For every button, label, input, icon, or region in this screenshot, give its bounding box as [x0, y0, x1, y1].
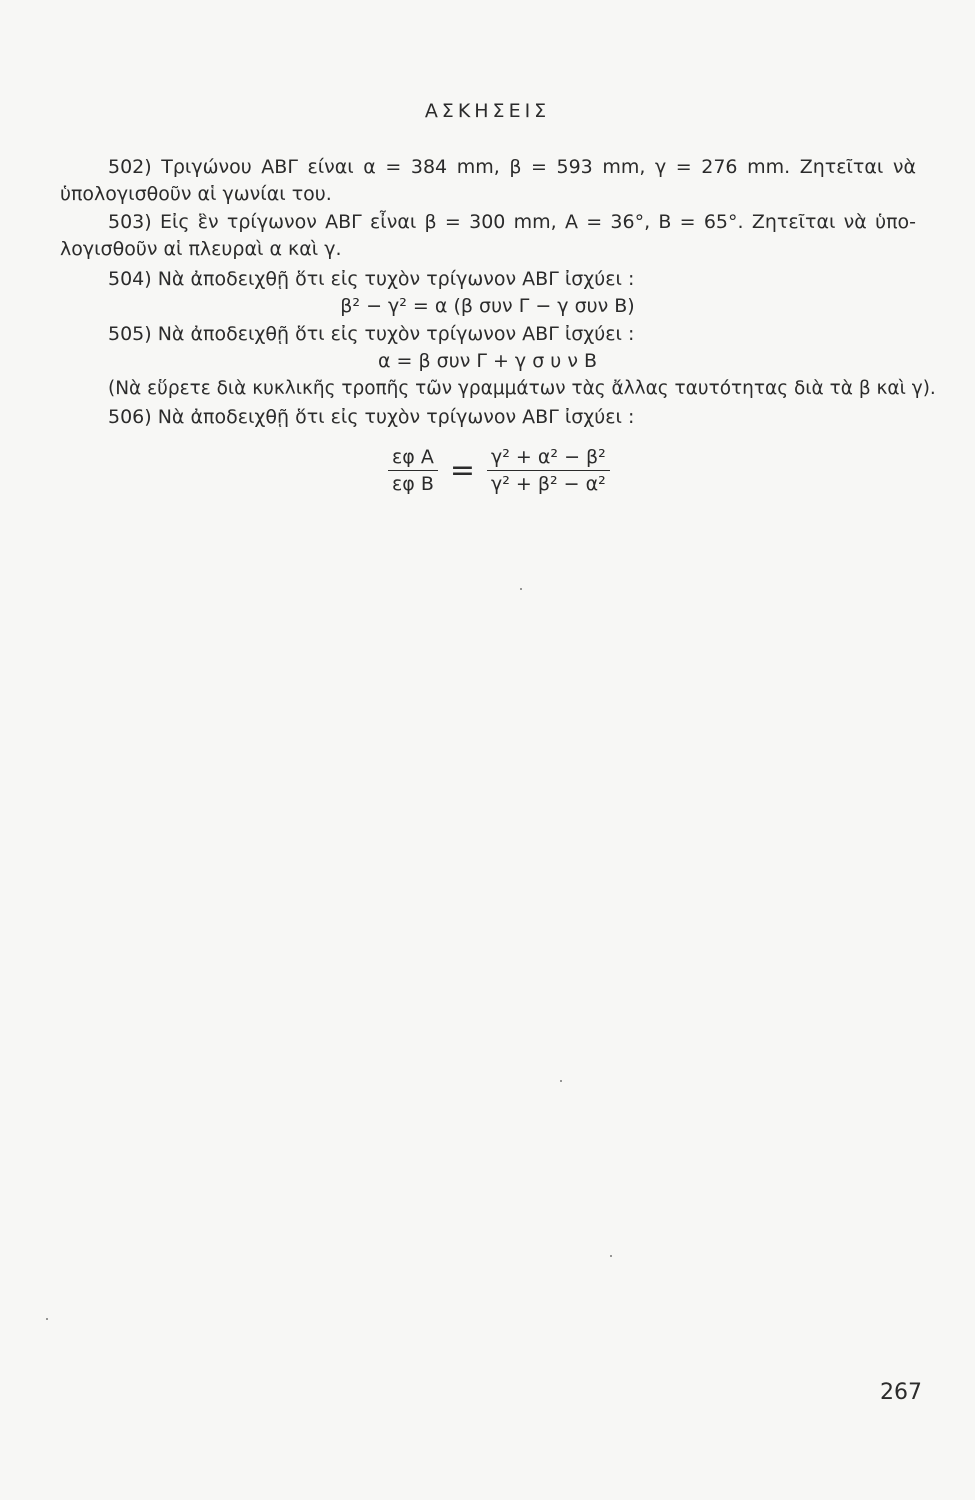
- exercise-506-line-1: 506) Νὰ ἀποδειχθῇ ὅτι εἰς τυχὸν τρίγωνον ΑΒΓ ἰσχύει :: [108, 406, 635, 428]
- page-heading: ΑΣΚΗΣΕΙΣ: [424, 100, 551, 122]
- exercise-502-line-2: ὑπολογισθοῦν αἱ γωνίαι του.: [60, 183, 332, 205]
- exercise-504-line-1: 504) Νὰ ἀποδειχθῇ ὅτι εἰς τυχὸν τρίγωνον ΑΒΓ ἰσχύει :: [108, 268, 635, 290]
- exercise-505-line-1: 505) Νὰ ἀποδειχθῇ ὅτι εἰς τυχὸν τρίγωνον ΑΒΓ ἰσχύει :: [108, 323, 635, 345]
- scan-speck: [610, 1255, 612, 1257]
- left-fraction: [388, 444, 438, 497]
- exercise-502-line-1: 502) Τριγώνου ΑΒΓ είναι α = 384 mm, β = 593 mm, γ = 276 mm. Ζητεῖται νὰ: [108, 156, 916, 178]
- exercise-504-formula: β² − γ² = α (β συν Γ − γ συν Β): [340, 295, 635, 317]
- equals-sign: =: [449, 453, 476, 488]
- scan-speck: [520, 588, 522, 590]
- left-denominator: εφ Β: [392, 473, 434, 495]
- exercise-503-line-1: 503) Εἰς ἓν τρίγωνον ΑΒΓ εἶναι β = 300 mm, Α = 36°, Β = 65°. Ζητεῖται νὰ ὑπο-: [108, 211, 916, 233]
- right-numerator: γ² + α² − β²: [487, 444, 610, 471]
- right-fraction: [487, 444, 610, 497]
- exercise-505-note: (Νὰ εὕρετε διὰ κυκλικῆς τροπῆς τῶν γραμμάτων τὰς ἄλλας ταυτότητας διὰ τὰ β καὶ γ).: [108, 378, 936, 399]
- exercise-506-formula: [388, 444, 610, 497]
- exercise-505-formula: α = β συν Γ + γ σ υ ν Β: [377, 350, 598, 372]
- right-denominator: γ² + β² − α²: [491, 473, 606, 495]
- page-number: 267: [880, 1380, 922, 1405]
- left-numerator: εφ Α: [388, 444, 438, 471]
- scan-speck: [46, 1318, 48, 1320]
- scan-speck: [560, 1080, 562, 1082]
- exercise-503-line-2: λογισθοῦν αἱ πλευραὶ α καὶ γ.: [60, 238, 342, 260]
